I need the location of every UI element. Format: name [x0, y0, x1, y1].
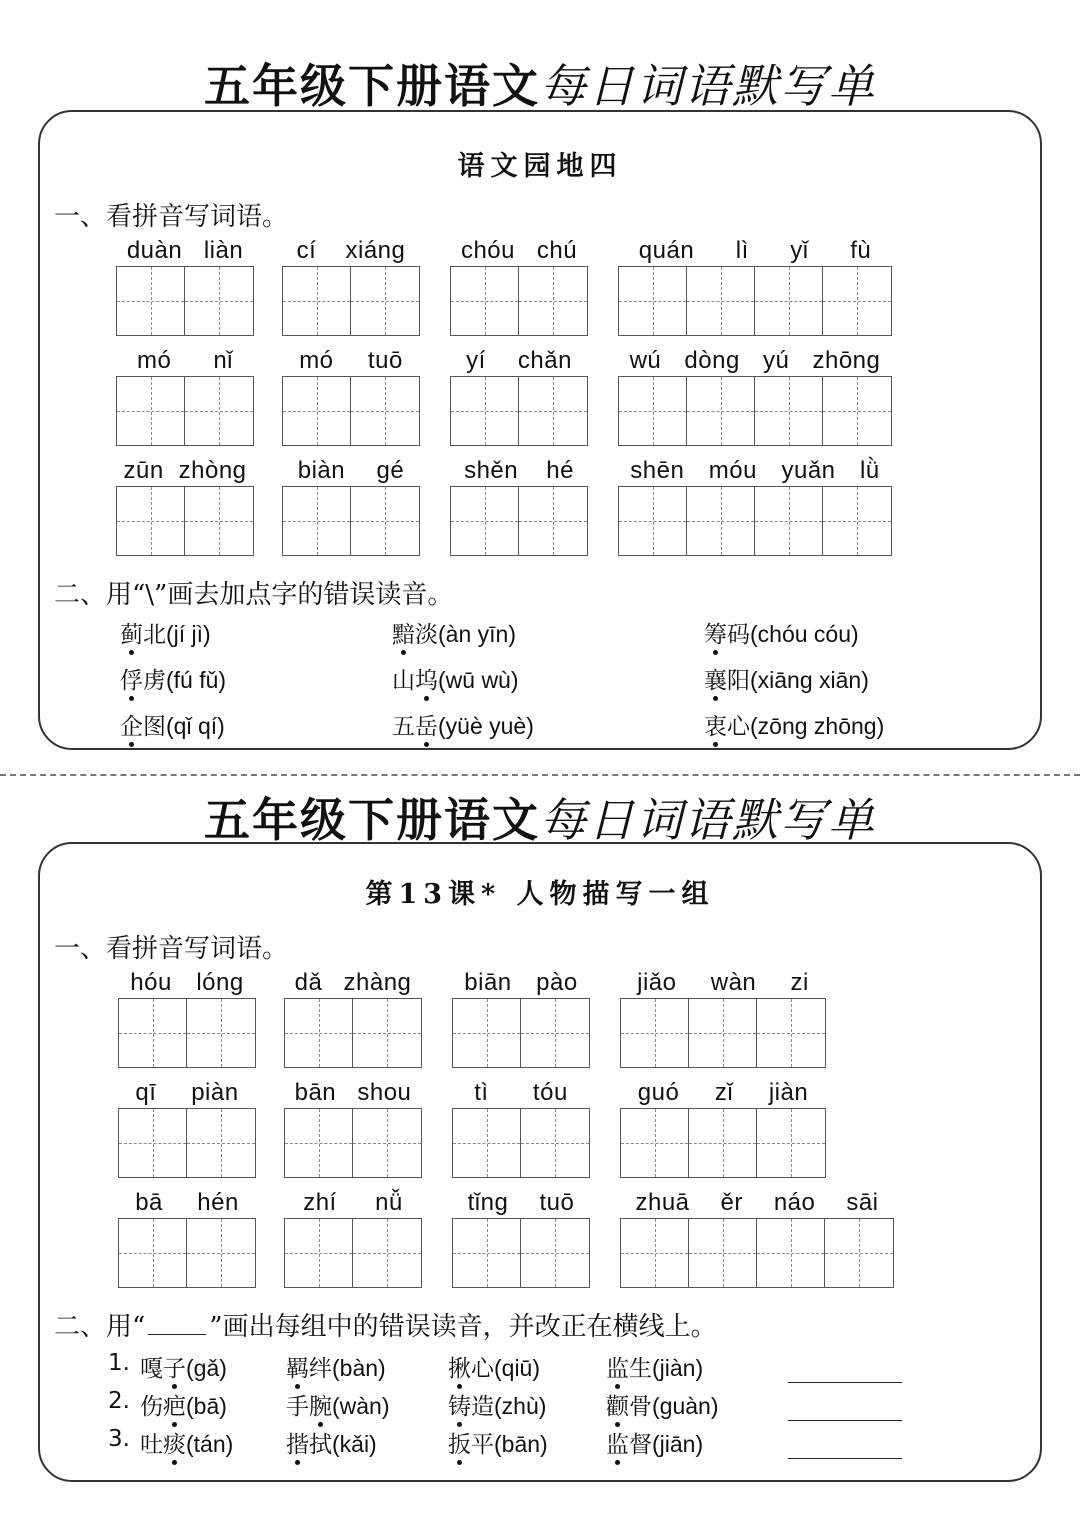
pinyin-reading: (guàn) — [652, 1393, 719, 1419]
dotted-char: 坞 — [415, 662, 438, 695]
row-number: 3. — [108, 1426, 130, 1452]
tian-zi-box[interactable] — [619, 377, 687, 445]
tian-zi-box[interactable] — [689, 1219, 757, 1287]
section-1-title: 一、看拼音写词语。 — [54, 202, 289, 232]
pinyin-options: (àn yīn) — [438, 621, 516, 647]
pinyin-label — [282, 346, 420, 376]
reading-item[interactable] — [140, 1388, 227, 1421]
writing-boxes — [620, 998, 826, 1068]
reading-item[interactable] — [606, 1388, 718, 1421]
row-number: 2. — [108, 1388, 130, 1414]
writing-boxes — [118, 1108, 256, 1178]
pinyin-syllable: mó — [299, 347, 334, 374]
pinyin-syllable: lì — [735, 237, 749, 264]
sheet-1-title — [0, 50, 1080, 116]
tian-zi-box[interactable] — [757, 999, 825, 1067]
pinyin-syllable: chóu — [460, 237, 515, 264]
reading-item[interactable] — [392, 708, 534, 741]
tian-zi-box[interactable] — [353, 1219, 421, 1287]
pinyin-syllable: nǐ — [213, 347, 233, 374]
pinyin-word — [450, 456, 588, 556]
pinyin-syllable: shēn — [630, 457, 685, 484]
pinyin-options: (chóu cóu) — [750, 621, 859, 647]
pinyin-syllable: liàn — [203, 237, 244, 264]
pinyin-syllable: zūn — [123, 457, 164, 484]
word-char: 淡 — [415, 622, 438, 648]
pinyin-options: (qǐ qí) — [166, 713, 225, 739]
pinyin-syllable: hóu — [130, 969, 172, 996]
dotted-char: 痰 — [163, 1426, 186, 1459]
title-sub: 每日词语默写单 — [540, 793, 876, 847]
reading-item[interactable] — [120, 616, 211, 649]
word-char: 北 — [143, 622, 166, 648]
tian-zi-box[interactable] — [757, 1219, 825, 1287]
dotted-char: 岳 — [415, 708, 438, 741]
reading-item[interactable] — [704, 662, 869, 695]
pinyin-reading: (zhù) — [494, 1393, 547, 1419]
tian-zi-box[interactable] — [187, 1109, 255, 1177]
pinyin-word — [452, 1078, 590, 1178]
pinyin-syllable: quán — [638, 237, 695, 264]
word-char: 骨 — [629, 1394, 652, 1420]
tian-zi-box[interactable] — [521, 1219, 589, 1287]
pinyin-syllable: guó — [637, 1079, 680, 1106]
tian-zi-box[interactable] — [621, 1219, 689, 1287]
word-char: 五 — [392, 714, 415, 740]
pinyin-label — [284, 1188, 422, 1218]
pinyin-syllable: gé — [376, 457, 405, 484]
tian-zi-box[interactable] — [185, 267, 253, 335]
writing-boxes — [450, 266, 588, 336]
tian-zi-box[interactable] — [823, 377, 891, 445]
tian-zi-box[interactable] — [621, 999, 689, 1067]
word-char: 造 — [471, 1394, 494, 1420]
reading-item[interactable] — [448, 1388, 546, 1421]
dotted-char: 揩 — [286, 1426, 309, 1459]
pinyin-label — [452, 1078, 590, 1108]
pinyin-syllable: piàn — [191, 1079, 239, 1106]
tian-zi-box[interactable] — [755, 487, 823, 555]
pinyin-syllable: sāi — [846, 1189, 879, 1216]
word-char: 平 — [471, 1432, 494, 1458]
section-2-title — [54, 1306, 717, 1343]
pinyin-reading: (wàn) — [332, 1393, 390, 1419]
row-number: 1. — [108, 1350, 130, 1376]
title-main: 五年级下册语文 — [204, 59, 540, 113]
pinyin-syllable: jiǎo — [637, 969, 677, 996]
writing-boxes — [118, 1218, 256, 1288]
pinyin-options: (fú fǔ) — [166, 667, 227, 693]
tian-zi-box[interactable] — [119, 1219, 187, 1287]
tian-zi-box[interactable] — [453, 999, 521, 1067]
tian-zi-box[interactable] — [689, 999, 757, 1067]
tian-zi-box[interactable] — [453, 1219, 521, 1287]
writing-boxes — [452, 1108, 590, 1178]
tian-zi-box[interactable] — [283, 267, 351, 335]
pinyin-reading: (jiān) — [652, 1431, 704, 1457]
reading-item[interactable] — [392, 616, 516, 649]
word-char: 绊 — [309, 1356, 332, 1382]
tian-zi-box[interactable] — [187, 1219, 255, 1287]
tian-zi-box[interactable] — [823, 487, 891, 555]
pinyin-syllable: tì — [474, 1079, 489, 1106]
pinyin-syllable: duàn — [126, 237, 183, 264]
dotted-char: 监 — [606, 1350, 629, 1383]
pinyin-word — [620, 1078, 826, 1178]
writing-boxes — [282, 486, 420, 556]
pinyin-reading: (jiàn) — [652, 1355, 704, 1381]
pinyin-reading: (qiū) — [494, 1355, 541, 1381]
pinyin-reading: (bā) — [186, 1393, 227, 1419]
title-main: 五年级下册语文 — [204, 793, 540, 847]
cut-line-divider — [0, 774, 1080, 776]
reading-item[interactable] — [140, 1350, 227, 1383]
pinyin-syllable: jiàn — [768, 1079, 809, 1106]
tian-zi-box[interactable] — [353, 999, 421, 1067]
pinyin-label — [452, 968, 590, 998]
pinyin-syllable: tóu — [532, 1079, 568, 1106]
pinyin-label — [620, 968, 826, 998]
pinyin-syllable: dǎ — [294, 969, 323, 996]
pinyin-word — [282, 346, 420, 446]
pinyin-syllable: yuǎn — [781, 457, 836, 484]
dotted-char: 黯 — [392, 616, 415, 649]
tian-zi-box[interactable] — [117, 487, 185, 555]
pinyin-word — [452, 1188, 590, 1288]
dotted-char: 羁 — [286, 1350, 309, 1383]
writing-boxes — [282, 266, 420, 336]
tian-zi-box[interactable] — [757, 1109, 825, 1177]
pinyin-label — [620, 1078, 826, 1108]
dotted-char: 筹 — [704, 616, 727, 649]
pinyin-syllable: yí — [466, 347, 486, 374]
pinyin-word — [620, 1188, 894, 1288]
tian-zi-box[interactable] — [117, 267, 185, 335]
reading-item[interactable] — [606, 1426, 703, 1459]
tian-zi-box[interactable] — [451, 267, 519, 335]
pinyin-word — [284, 1188, 422, 1288]
dotted-char: 俘 — [120, 662, 143, 695]
tian-zi-box[interactable] — [519, 377, 587, 445]
tian-zi-box[interactable] — [521, 999, 589, 1067]
tian-zi-box[interactable] — [519, 267, 587, 335]
writing-boxes — [618, 376, 892, 446]
section-2-title-part-a: 二、用“ — [54, 1312, 146, 1342]
reading-item[interactable] — [286, 1426, 377, 1459]
pinyin-reading: (bàn) — [332, 1355, 386, 1381]
pinyin-word — [618, 456, 892, 556]
tian-zi-box[interactable] — [619, 487, 687, 555]
title-sub: 每日词语默写单 — [540, 59, 876, 113]
reading-item[interactable] — [704, 616, 859, 649]
dotted-char: 扳 — [448, 1426, 471, 1459]
pinyin-label — [116, 346, 254, 376]
pinyin-word — [284, 968, 422, 1068]
tian-zi-box[interactable] — [451, 377, 519, 445]
tian-zi-box[interactable] — [687, 487, 755, 555]
word-char: 心 — [471, 1356, 494, 1382]
writing-boxes — [118, 998, 256, 1068]
tian-zi-box[interactable] — [755, 267, 823, 335]
tian-zi-box[interactable] — [351, 267, 419, 335]
dotted-char: 颧 — [606, 1388, 629, 1421]
pinyin-syllable: tuō — [539, 1189, 575, 1216]
pinyin-syllable: bān — [294, 1079, 337, 1106]
tian-zi-box[interactable] — [283, 487, 351, 555]
pinyin-syllable: zhí — [303, 1189, 337, 1216]
reading-item[interactable] — [704, 708, 884, 741]
answer-line[interactable] — [788, 1458, 902, 1459]
pinyin-syllable: cí — [296, 237, 317, 264]
pinyin-syllable: xiáng — [345, 237, 406, 264]
section-2-title: 二、用“\”画去加点字的错误读音。 — [54, 580, 454, 610]
pinyin-syllable: bā — [135, 1189, 163, 1216]
sheet-1-panel — [38, 110, 1042, 750]
writing-boxes — [116, 266, 254, 336]
tian-zi-box[interactable] — [823, 267, 891, 335]
word-char: 手 — [286, 1394, 309, 1420]
tian-zi-box[interactable] — [285, 999, 353, 1067]
writing-boxes — [450, 376, 588, 446]
pinyin-syllable: chú — [536, 237, 578, 264]
pinyin-word — [282, 456, 420, 556]
tian-zi-box[interactable] — [689, 1109, 757, 1177]
pinyin-syllable: pào — [536, 969, 578, 996]
pinyin-label — [282, 456, 420, 486]
pinyin-word — [116, 346, 254, 446]
pinyin-syllable: ěr — [720, 1189, 743, 1216]
pinyin-syllable: dòng — [684, 347, 740, 374]
section-2-title-part-b: ”画出每组中的错误读音，并改正在横线上。 — [209, 1312, 717, 1342]
pinyin-options: (zōng zhōng) — [750, 713, 885, 739]
tian-zi-box[interactable] — [619, 267, 687, 335]
word-char: 生 — [629, 1356, 652, 1382]
pinyin-word — [284, 1078, 422, 1178]
pinyin-syllable: zǐ — [714, 1079, 734, 1106]
sheet-2-panel — [38, 842, 1042, 1482]
tian-zi-box[interactable] — [119, 999, 187, 1067]
tian-zi-box[interactable] — [519, 487, 587, 555]
dotted-char: 襄 — [704, 662, 727, 695]
pinyin-label — [450, 346, 588, 376]
writing-boxes — [116, 486, 254, 556]
pinyin-reading: (tán) — [186, 1431, 234, 1457]
pinyin-word — [118, 968, 256, 1068]
word-char: 图 — [143, 714, 166, 740]
pinyin-word — [618, 236, 892, 336]
tian-zi-box[interactable] — [755, 377, 823, 445]
reading-item[interactable] — [120, 708, 225, 741]
pinyin-word — [116, 236, 254, 336]
pinyin-syllable: shou — [357, 1079, 412, 1106]
pinyin-syllable: wú — [629, 347, 662, 374]
tian-zi-box[interactable] — [353, 1109, 421, 1177]
pinyin-syllable: wàn — [710, 969, 757, 996]
pinyin-word — [450, 346, 588, 446]
dotted-char: 疤 — [163, 1388, 186, 1421]
pinyin-word — [620, 968, 826, 1068]
word-char: 阳 — [727, 668, 750, 694]
reading-item[interactable] — [286, 1388, 390, 1421]
pinyin-syllable: qī — [135, 1079, 157, 1106]
reading-item[interactable] — [140, 1426, 233, 1459]
tian-zi-box[interactable] — [187, 999, 255, 1067]
dotted-char: 腕 — [309, 1388, 332, 1421]
pinyin-label — [450, 236, 588, 266]
pinyin-label — [450, 456, 588, 486]
writing-boxes — [284, 1108, 422, 1178]
writing-boxes — [452, 998, 590, 1068]
pinyin-label — [116, 236, 254, 266]
word-char: 拭 — [309, 1432, 332, 1458]
pinyin-reading: (kǎi) — [332, 1431, 377, 1457]
pinyin-word — [452, 968, 590, 1068]
writing-boxes — [282, 376, 420, 446]
pinyin-label — [618, 456, 892, 486]
pinyin-syllable: yǐ — [790, 237, 809, 264]
writing-boxes — [618, 266, 892, 336]
pinyin-word — [618, 346, 892, 446]
pinyin-word — [118, 1188, 256, 1288]
tian-zi-box[interactable] — [451, 487, 519, 555]
tian-zi-box[interactable] — [621, 1109, 689, 1177]
dotted-char: 蓟 — [120, 616, 143, 649]
pinyin-label — [116, 456, 254, 486]
writing-boxes — [618, 486, 892, 556]
underline-sample — [148, 1314, 206, 1335]
pinyin-reading: (gǎ) — [186, 1355, 227, 1381]
pinyin-syllable: zhōng — [812, 347, 881, 374]
writing-boxes — [620, 1218, 894, 1288]
pinyin-label — [618, 346, 892, 376]
tian-zi-box[interactable] — [285, 1219, 353, 1287]
tian-zi-box[interactable] — [825, 1219, 893, 1287]
writing-boxes — [116, 376, 254, 446]
pinyin-syllable: zhàng — [343, 969, 412, 996]
pinyin-syllable: hén — [197, 1189, 239, 1216]
tian-zi-box[interactable] — [687, 377, 755, 445]
pinyin-word — [116, 456, 254, 556]
pinyin-syllable: yú — [762, 347, 790, 374]
word-char: 山 — [392, 668, 415, 694]
pinyin-syllable: móu — [708, 457, 757, 484]
reading-item[interactable] — [448, 1350, 540, 1383]
pinyin-syllable: tuō — [367, 347, 403, 374]
writing-boxes — [284, 1218, 422, 1288]
word-char: 嘎 — [140, 1356, 163, 1382]
reading-item[interactable] — [392, 662, 519, 695]
pinyin-options: (yüè yuè) — [438, 713, 534, 739]
pinyin-syllable: biān — [464, 969, 512, 996]
tian-zi-box[interactable] — [285, 1109, 353, 1177]
word-char: 虏 — [143, 668, 166, 694]
pinyin-syllable: lóng — [196, 969, 244, 996]
tian-zi-box[interactable] — [283, 377, 351, 445]
pinyin-syllable: fù — [850, 237, 872, 264]
pinyin-label — [618, 236, 892, 266]
tian-zi-box[interactable] — [117, 377, 185, 445]
pinyin-label — [620, 1188, 894, 1218]
writing-boxes — [620, 1108, 826, 1178]
pinyin-syllable: nǚ — [375, 1189, 403, 1216]
writing-boxes — [284, 998, 422, 1068]
reading-item[interactable] — [120, 662, 226, 695]
pinyin-label — [118, 968, 256, 998]
tian-zi-box[interactable] — [351, 487, 419, 555]
reading-item[interactable] — [448, 1426, 548, 1459]
tian-zi-box[interactable] — [119, 1109, 187, 1177]
section-1-title: 一、看拼音写词语。 — [54, 934, 289, 964]
pinyin-word — [282, 236, 420, 336]
pinyin-syllable: tǐng — [467, 1189, 509, 1216]
tian-zi-box[interactable] — [687, 267, 755, 335]
pinyin-label — [118, 1188, 256, 1218]
writing-boxes — [452, 1218, 590, 1288]
word-char: 督 — [629, 1432, 652, 1458]
pinyin-syllable: biàn — [297, 457, 346, 484]
sheet-2-title — [0, 784, 1080, 850]
unit-title: 语文园地四 — [457, 151, 623, 182]
dotted-char: 企 — [120, 708, 143, 741]
pinyin-syllable: zi — [790, 969, 809, 996]
answer-line[interactable] — [788, 1382, 902, 1383]
pinyin-syllable: shěn — [464, 457, 519, 484]
pinyin-syllable: lǜ — [860, 457, 880, 484]
word-char: 心 — [727, 714, 750, 740]
pinyin-label — [282, 236, 420, 266]
pinyin-syllable: zhuā — [635, 1189, 690, 1216]
word-char: 码 — [727, 622, 750, 648]
dotted-char: 子 — [163, 1350, 186, 1383]
pinyin-label — [452, 1188, 590, 1218]
dotted-char: 铸 — [448, 1388, 471, 1421]
tian-zi-box[interactable] — [185, 487, 253, 555]
reading-item[interactable] — [286, 1350, 386, 1383]
tian-zi-box[interactable] — [185, 377, 253, 445]
pinyin-label — [118, 1078, 256, 1108]
answer-line[interactable] — [788, 1420, 902, 1421]
pinyin-options: (jí jì) — [166, 621, 211, 647]
unit-title: 第13课* 人物描写一组 — [365, 879, 715, 910]
pinyin-word — [450, 236, 588, 336]
pinyin-syllable: mó — [136, 347, 172, 374]
pinyin-label — [284, 968, 422, 998]
pinyin-syllable: chǎn — [517, 347, 572, 374]
pinyin-options: (xiāng xiān) — [750, 667, 869, 693]
writing-boxes — [450, 486, 588, 556]
pinyin-options: (wū wù) — [438, 667, 519, 693]
word-char: 伤 — [140, 1394, 163, 1420]
pinyin-syllable: hé — [546, 457, 574, 484]
pinyin-reading: (bān) — [494, 1431, 548, 1457]
word-char: 吐 — [140, 1432, 163, 1458]
pinyin-word — [118, 1078, 256, 1178]
pinyin-label — [284, 1078, 422, 1108]
reading-item[interactable] — [606, 1350, 703, 1383]
dotted-char: 监 — [606, 1426, 629, 1459]
dotted-char: 衷 — [704, 708, 727, 741]
pinyin-syllable: zhòng — [178, 457, 247, 484]
tian-zi-box[interactable] — [351, 377, 419, 445]
tian-zi-box[interactable] — [453, 1109, 521, 1177]
pinyin-syllable: náo — [773, 1189, 816, 1216]
tian-zi-box[interactable] — [521, 1109, 589, 1177]
dotted-char: 揪 — [448, 1350, 471, 1383]
